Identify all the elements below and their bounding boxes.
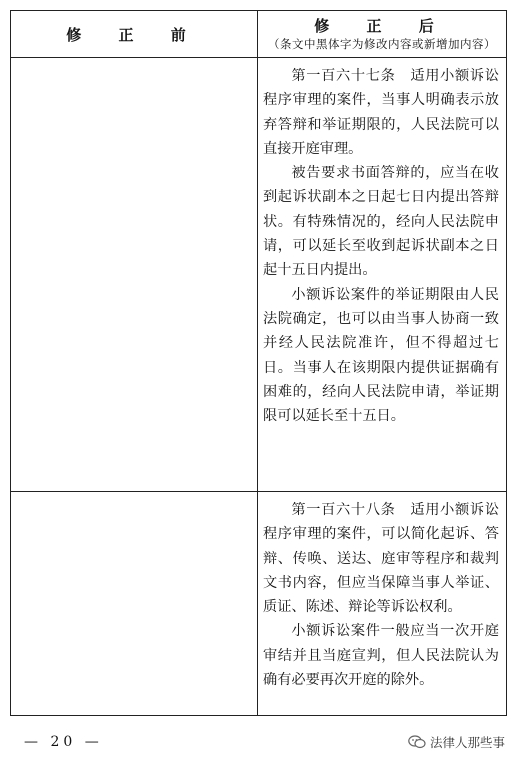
article-167-paragraph-1: 第一百六十七条 适用小额诉讼程序审理的案件，当事人明确表示放弃答辩和举证期限的，人民法院可以直接开庭审理。 [263,68,499,157]
column-divider [257,11,258,715]
wechat-icon [408,735,426,749]
article-168-paragraph-1: 第一百六十八条 适用小额诉讼程序审理的案件，可以简化起诉、答辩、传唤、送达、庭审等程序和裁判文书内容，但应当保障当事人举证、质证、陈述、辩论等诉讼权利。 [263,502,499,616]
header-after-title: 修 正 后 [314,16,450,35]
article-167-paragraph-3: 小额诉讼案件的举证期限由人民法院确定，也可以由当事人协商一致并经人民法院准许，但不得超过七日。当事人在该期限内提供证据确有困难的，经向人民法院申请，举证期限可以延长至十五日。 [263,286,499,425]
header-after-note: （条文中黑体字为修改内容或新增加内容） [268,36,496,51]
row-divider [11,491,506,492]
article-168-paragraph-2: 小额诉讼案件一般应当一次开庭审结并且当庭宣判，但人民法院认为确有必要再次开庭的除外。 [263,623,499,689]
row-2-revised-text [263,498,499,692]
header-divider [11,57,506,58]
page-number: — 20 — [24,734,103,750]
watermark-brand [408,733,505,751]
article-167-paragraph-2: 被告要求书面答辩的，应当在收到起诉状副本之日起七日内提出答辩状。有特殊情况的，经向人民法院申请，可以延长至收到起诉状副本之日起十五日内提出。 [263,165,499,279]
revision-table [10,10,507,716]
brand-text: 法律人那些事 [430,735,506,750]
header-after-revision [258,11,506,57]
row-1-revised-text [263,64,499,428]
header-before-revision: 修 正 前 [66,25,202,44]
